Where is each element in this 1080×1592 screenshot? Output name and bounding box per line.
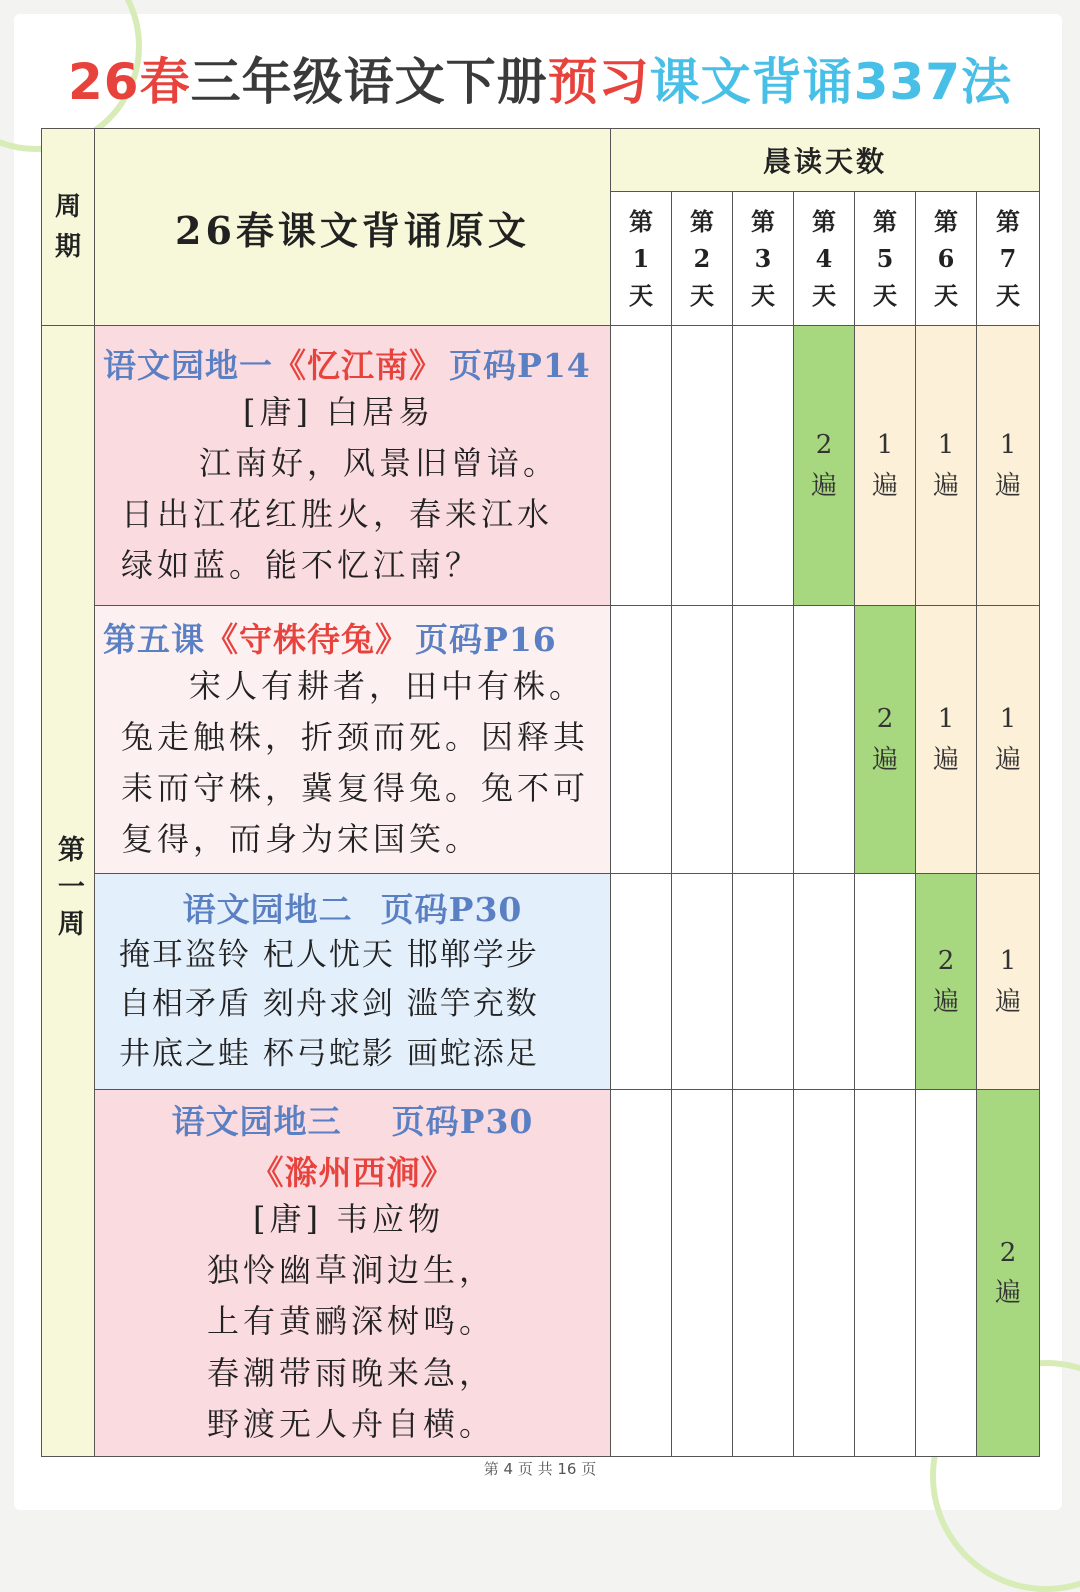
day-header: [672, 192, 733, 326]
reading-count-cell: [977, 874, 1040, 1090]
reading-count-cell: [977, 1090, 1040, 1457]
text-line: 复得，而身为宋国笑。: [121, 820, 482, 859]
page-number: 页码P16: [415, 619, 557, 659]
text-line: 耒而守株，冀复得兔。兔不可: [121, 769, 590, 807]
day-header-prefix: 第: [751, 206, 775, 236]
week-header-char-2: 期: [54, 232, 81, 262]
day-header-suffix: 天: [873, 281, 897, 311]
reading-count-cell: [794, 606, 855, 874]
title-part-grade: 三年级语文下册: [190, 53, 548, 111]
week-header: [42, 129, 95, 326]
day-header-prefix: 第: [629, 206, 653, 236]
lesson-text-cell: [95, 874, 611, 1090]
count-unit: 遍: [871, 470, 898, 501]
count-value: 2: [876, 704, 894, 735]
count-value: 1: [876, 430, 894, 461]
day-header-prefix: 第: [690, 206, 714, 236]
day-header-num: 2: [693, 243, 711, 273]
reading-count-cell: [794, 874, 855, 1090]
day-header-suffix: 天: [934, 281, 958, 311]
text-line: 江南好，风景旧曾谙。: [199, 443, 560, 482]
reading-count-cell: [855, 606, 916, 874]
count-value: 1: [999, 430, 1017, 461]
count-value: 1: [999, 946, 1017, 977]
count-value: 1: [937, 430, 955, 461]
reading-count-cell: [733, 326, 794, 606]
title-part-preview: 预习: [547, 53, 650, 111]
count-value: 2: [937, 946, 955, 977]
text-line: 绿如蓝。能不忆江南？: [121, 546, 482, 585]
reading-count-cell: [794, 1090, 855, 1457]
day-header: [794, 192, 855, 326]
count-unit: 遍: [994, 744, 1021, 775]
reading-count-cell: [916, 1090, 977, 1457]
reading-count-cell: [733, 606, 794, 874]
lesson-text-cell: [95, 326, 611, 606]
reading-count-cell: [916, 606, 977, 874]
day-header-num: 3: [754, 243, 772, 273]
lesson-text-cell: [95, 606, 611, 874]
page-footer: 第 4 页 共 16 页: [483, 1460, 597, 1478]
day-header-num: 5: [876, 243, 894, 273]
title-part-method: 课文背诵337法: [649, 53, 1012, 111]
reading-count-cell: [733, 874, 794, 1090]
text-header: 26春课文背诵原文: [95, 129, 611, 326]
reading-count-cell: [855, 326, 916, 606]
reading-count-cell: [611, 606, 672, 874]
lesson-text-cell: [95, 1090, 611, 1457]
reading-count-cell: [672, 606, 733, 874]
page-title: [0, 42, 1080, 114]
day-header-num: 1: [632, 243, 650, 273]
count-value: 1: [937, 704, 955, 735]
text-line: 春潮带雨晚来急，: [207, 1353, 496, 1392]
text-line: 野渡无人舟自横。: [207, 1404, 496, 1443]
count-unit: 遍: [932, 470, 959, 501]
day-header-suffix: 天: [629, 281, 653, 311]
day-header-suffix: 天: [812, 281, 836, 311]
day-header: [916, 192, 977, 326]
count-unit: 遍: [810, 470, 837, 501]
reading-count-cell: [672, 1090, 733, 1457]
lesson-title: 《守株待兔》: [205, 619, 409, 659]
page-number: 页码P14: [449, 345, 591, 385]
text-line: 掩耳盗铃 杞人忧天 邯郸学步: [119, 936, 539, 973]
day-header-suffix: 天: [690, 281, 714, 311]
day-header-suffix: 天: [751, 281, 775, 311]
reading-count-cell: [977, 606, 1040, 874]
text-line: [唐] 韦应物: [253, 1200, 445, 1238]
reading-count-cell: [611, 326, 672, 606]
day-header-num: 7: [999, 243, 1017, 273]
reading-count-cell: [916, 326, 977, 606]
lesson-heading: [103, 614, 602, 661]
title-part-year: 26春: [68, 53, 191, 111]
lesson-unit: 语文园地三: [171, 1102, 342, 1141]
day-header-prefix: 第: [873, 206, 897, 236]
week-header-char-1: 周: [54, 191, 81, 222]
count-unit: 遍: [871, 744, 898, 775]
reading-count-cell: [855, 874, 916, 1090]
day-header-num: 4: [815, 243, 833, 273]
lesson-unit: 语文园地一: [103, 345, 273, 385]
text-line: [唐] 白居易: [243, 392, 435, 431]
text-line: 自相矛盾 刻舟求剑 滥竽充数: [119, 986, 539, 1023]
page-number: 页码P30: [391, 1102, 534, 1141]
text-line: 井底之蛙 杯弓蛇影 画蛇添足: [119, 1035, 539, 1072]
lesson-title: 《忆江南》: [273, 345, 443, 385]
lesson-unit: 第五课: [103, 619, 205, 659]
reading-count-cell: [611, 874, 672, 1090]
reading-count-cell: [916, 874, 977, 1090]
text-line: 宋人有耕者，田中有株。: [189, 666, 586, 705]
week-label: [42, 326, 95, 1457]
recitation-table: [41, 128, 1040, 1457]
count-unit: 遍: [994, 470, 1021, 501]
day-header-prefix: 第: [934, 206, 958, 236]
reading-count-cell: [794, 326, 855, 606]
text-line: 日出江花红胜火，春来江水: [121, 495, 554, 533]
reading-count-cell: [733, 1090, 794, 1457]
count-value: 1: [999, 704, 1017, 735]
reading-count-cell: [855, 1090, 916, 1457]
count-unit: 遍: [932, 986, 959, 1017]
text-line: 独怜幽草涧边生，: [207, 1251, 496, 1290]
text-line: 上有黄鹂深树鸣。: [207, 1302, 496, 1341]
day-header: [977, 192, 1040, 326]
page-number: 页码P30: [380, 889, 523, 929]
reading-count-cell: [672, 326, 733, 606]
day-header: [733, 192, 794, 326]
count-unit: 遍: [932, 744, 959, 775]
count-value: 2: [815, 430, 833, 461]
day-header-prefix: 第: [996, 206, 1020, 236]
count-unit: 遍: [994, 1277, 1021, 1308]
week-label-text: 第一周: [52, 835, 84, 947]
day-header-num: 6: [937, 243, 955, 273]
reading-days-header: 晨读天数: [611, 129, 1040, 192]
lesson-heading: [103, 884, 602, 931]
lesson-unit: 语文园地二: [182, 889, 353, 929]
day-header: [855, 192, 916, 326]
day-header: [611, 192, 672, 326]
poem-title: 《滁州西涧》: [250, 1153, 455, 1192]
day-header-prefix: 第: [812, 206, 836, 236]
lesson-heading: [103, 1096, 602, 1143]
day-header-suffix: 天: [996, 281, 1020, 311]
text-line: 兔走触株，折颈而死。因释其: [121, 717, 590, 756]
reading-count-cell: [977, 326, 1040, 606]
reading-count-cell: [672, 874, 733, 1090]
lesson-heading: [103, 340, 602, 387]
reading-count-cell: [611, 1090, 672, 1457]
count-unit: 遍: [994, 986, 1021, 1017]
count-value: 2: [999, 1237, 1017, 1268]
